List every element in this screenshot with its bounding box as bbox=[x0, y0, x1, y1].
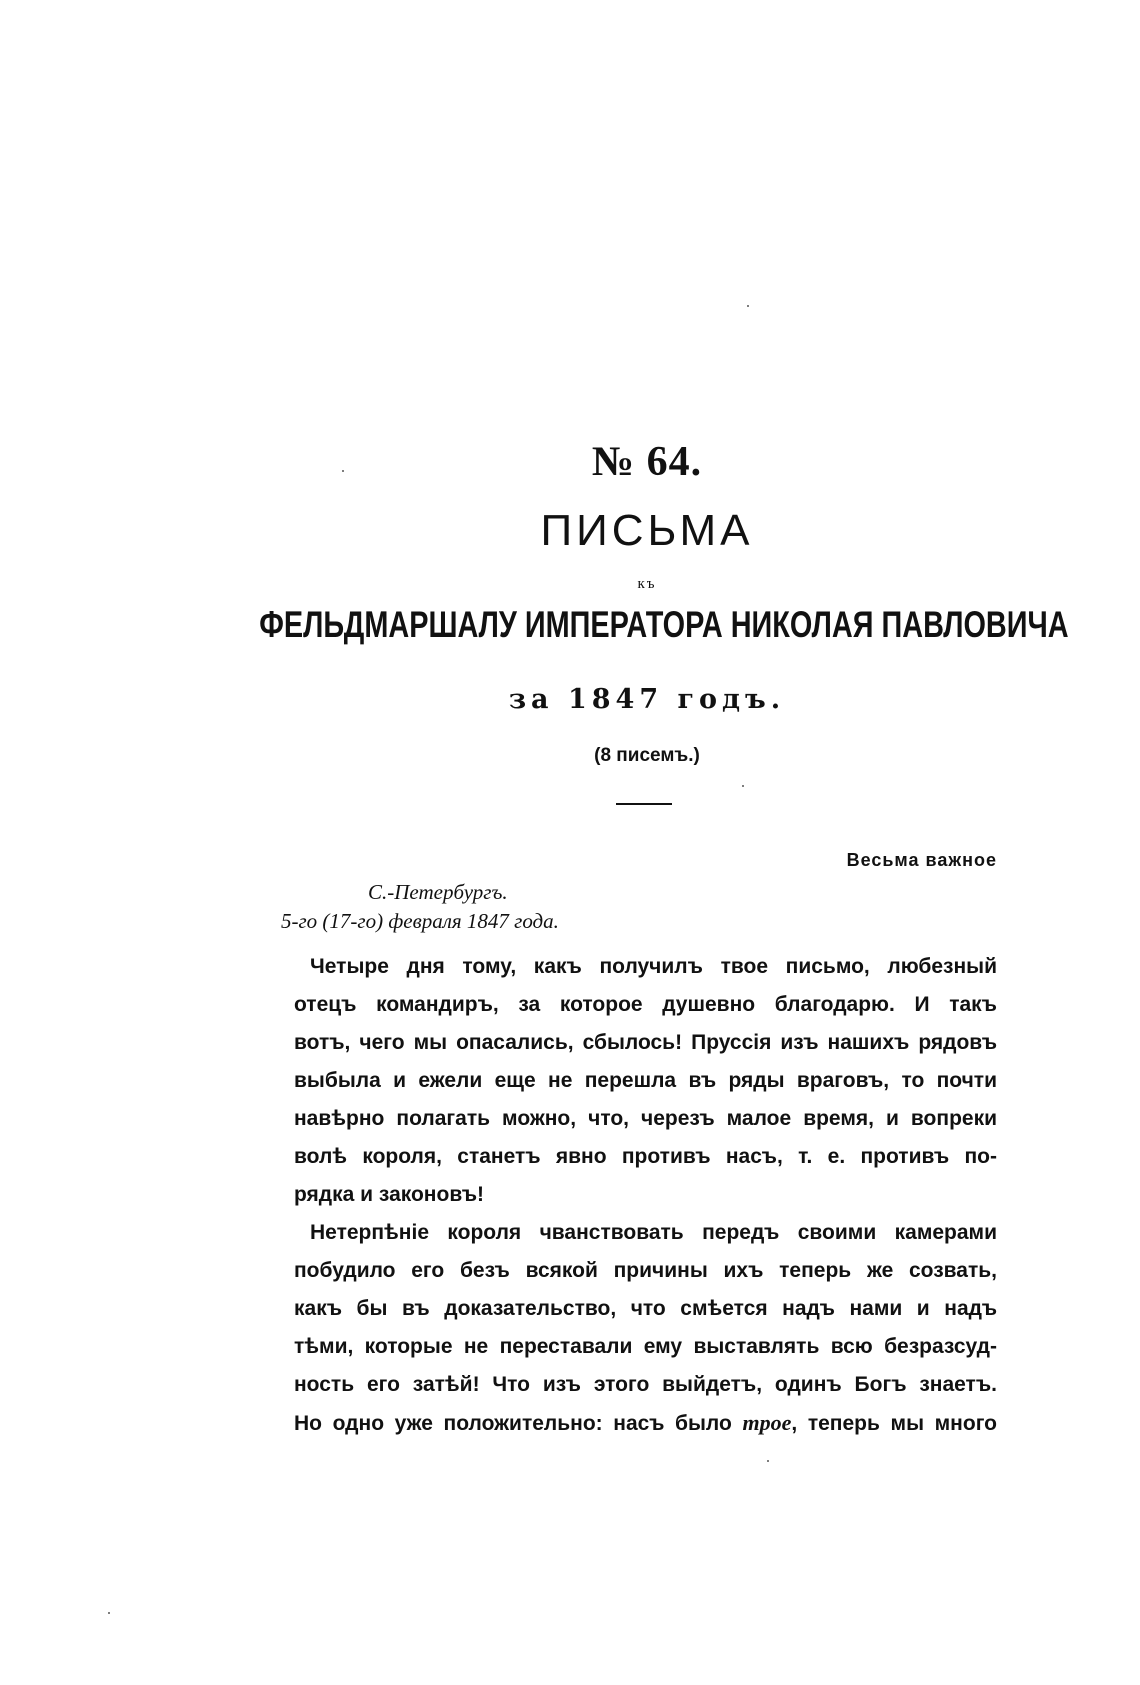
emphasized-word: трое bbox=[742, 1410, 792, 1435]
year-heading: за 1847 годъ. bbox=[508, 684, 786, 715]
section-title: ПИСЬМА bbox=[540, 506, 754, 555]
letter-place: С.-Петербургъ. bbox=[368, 880, 508, 904]
separator-rule bbox=[616, 803, 672, 805]
document-number: № 64. bbox=[591, 439, 703, 485]
text-line: ность его затѣй! Что изъ этого выйдетъ, одинъ Богъ знаетъ. bbox=[294, 1373, 997, 1396]
print-speck bbox=[742, 785, 744, 787]
importance-note: Весьма важное bbox=[846, 850, 997, 870]
text-line: тѣми, которые не переставали ему выставлять всю безразсуд- bbox=[294, 1335, 997, 1358]
text-line: волѣ короля, станетъ явно противъ насъ, т. е. противъ по- bbox=[294, 1145, 997, 1168]
text-line: побудило его безъ всякой причины ихъ теперь же созвать, bbox=[294, 1259, 997, 1282]
title-preposition: къ bbox=[637, 576, 657, 592]
text-line: отецъ командиръ, за которое душевно благодарю. И такъ bbox=[294, 993, 997, 1016]
text-line: какъ бы въ доказательство, что смѣется надъ нами и надъ bbox=[294, 1297, 997, 1320]
letter-body bbox=[294, 948, 997, 1443]
text-line: выбыла и ежели еще не перешла въ ряды враговъ, то почти bbox=[294, 1069, 997, 1092]
print-speck bbox=[767, 1460, 769, 1462]
text-line: Четыре дня тому, какъ получилъ твое письмо, любезный bbox=[310, 955, 997, 978]
line-end: , теперь мы много bbox=[791, 1412, 997, 1435]
print-speck bbox=[747, 305, 749, 307]
paragraph-2 bbox=[294, 1214, 997, 1443]
text-line: Нетерпѣніе короля чванствовать передъ своими камерами bbox=[310, 1221, 997, 1244]
letter-date: 5-го (17-го) февраля 1847 года. bbox=[281, 909, 559, 933]
text-line: вотъ, чего мы опасались, сбылось! Пруссія изъ нашихъ рядовъ bbox=[294, 1031, 997, 1054]
addressee-heading: ФЕЛЬДМАРШАЛУ ИМПЕРАТОРА НИКОЛАЯ ПАВЛОВИЧА bbox=[259, 604, 1069, 645]
paragraph-1 bbox=[294, 948, 997, 1214]
print-speck bbox=[108, 1612, 110, 1614]
line-start: Но одно уже положительно: насъ было bbox=[294, 1412, 732, 1435]
letter-count: (8 писемъ.) bbox=[594, 745, 700, 766]
text-line: навѣрно полагать можно, что, черезъ малое время, и вопреки bbox=[294, 1107, 997, 1130]
text-line-last bbox=[294, 1404, 997, 1443]
text-line: рядка и законовъ! bbox=[294, 1183, 485, 1206]
